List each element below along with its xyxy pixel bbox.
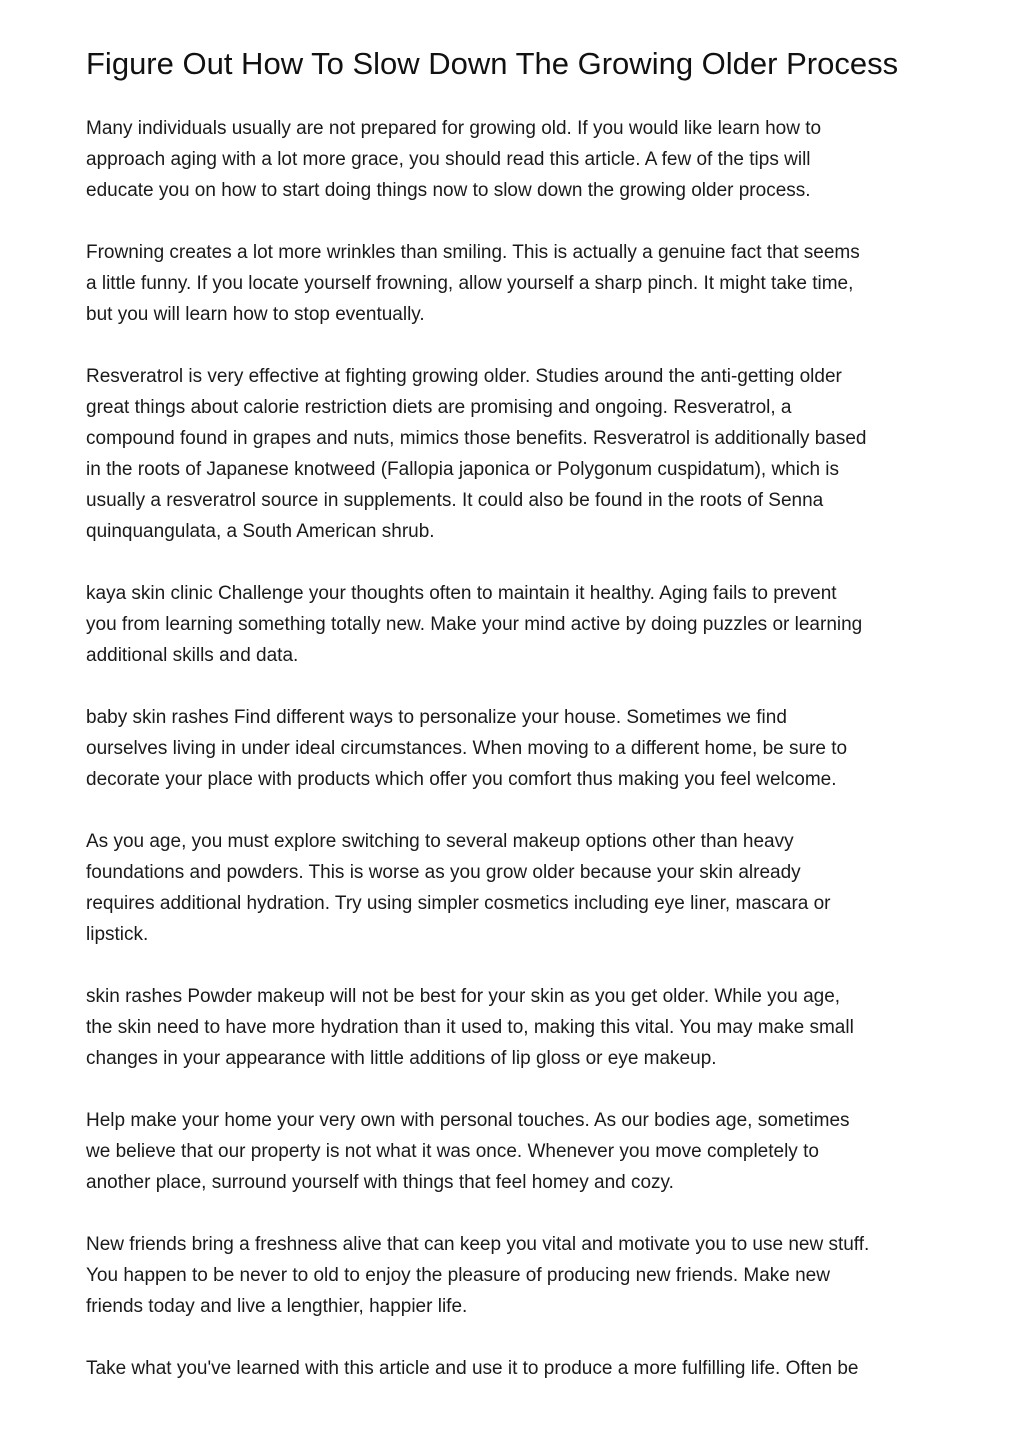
paragraph-line: decorate your place with products which offer you comfort thus making you feel welcome. bbox=[86, 769, 837, 790]
paragraph-new-friends bbox=[86, 1229, 946, 1322]
paragraph-line: you from learning something totally new. Make your mind active by doing puzzles or learning bbox=[86, 614, 863, 635]
paragraph-resveratrol bbox=[86, 361, 946, 547]
paragraph-line: Resveratrol is very effective at fighting growing older. Studies around the anti-getting older bbox=[86, 366, 842, 387]
paragraph-line: great things about calorie restriction diets are promising and ongoing. Resveratrol, a bbox=[86, 397, 792, 418]
paragraph-line: As you age, you must explore switching to several makeup options other than heavy bbox=[86, 831, 794, 852]
paragraph-line: a little funny. If you locate yourself frowning, allow yourself a sharp pinch. It might take time, bbox=[86, 273, 854, 294]
paragraph-challenge-mind bbox=[86, 578, 946, 671]
paragraph-personal-touches bbox=[86, 1105, 946, 1198]
paragraph-line: New friends bring a freshness alive that can keep you vital and motivate you to use new stuff. bbox=[86, 1234, 870, 1255]
paragraph-line: but you will learn how to stop eventually. bbox=[86, 304, 425, 325]
paragraph-line: Help make your home your very own with personal touches. As our bodies age, sometimes bbox=[86, 1110, 850, 1131]
paragraph-line: additional skills and data. bbox=[86, 645, 299, 666]
paragraph-line: approach aging with a lot more grace, you should read this article. A few of the tips will bbox=[86, 149, 811, 170]
paragraph-line: requires additional hydration. Try using simpler cosmetics including eye liner, mascara or bbox=[86, 893, 831, 914]
paragraph-intro bbox=[86, 113, 946, 206]
paragraph-line: foundations and powders. This is worse as you grow older because your skin already bbox=[86, 862, 801, 883]
paragraph-line: baby skin rashes Find different ways to personalize your house. Sometimes we find bbox=[86, 707, 787, 728]
paragraph-line: You happen to be never to old to enjoy the pleasure of producing new friends. Make new bbox=[86, 1265, 830, 1286]
paragraph-line: friends today and live a lengthier, happier life. bbox=[86, 1296, 468, 1317]
paragraph-line: compound found in grapes and nuts, mimics those benefits. Resveratrol is additionally based bbox=[86, 428, 867, 449]
paragraph-frowning bbox=[86, 237, 946, 330]
paragraph-line: Many individuals usually are not prepared for growing old. If you would like learn how to bbox=[86, 118, 822, 139]
paragraph-line: changes in your appearance with little additions of lip gloss or eye makeup. bbox=[86, 1048, 717, 1069]
paragraph-line: ourselves living in under ideal circumstances. When moving to a different home, be sure to bbox=[86, 738, 848, 759]
paragraph-makeup-options bbox=[86, 826, 946, 950]
paragraph-line: another place, surround yourself with things that feel homey and cozy. bbox=[86, 1172, 674, 1193]
paragraph-line: quinquangulata, a South American shrub. bbox=[86, 521, 435, 542]
paragraph-line: educate you on how to start doing things now to slow down the growing older process. bbox=[86, 180, 811, 201]
paragraph-line: kaya skin clinic Challenge your thoughts often to maintain it healthy. Aging fails to prevent bbox=[86, 583, 837, 604]
paragraph-line: lipstick. bbox=[86, 924, 149, 945]
paragraph-line: in the roots of Japanese knotweed (Fallopia japonica or Polygonum cuspidatum), which is bbox=[86, 459, 840, 480]
paragraph-powder-makeup bbox=[86, 981, 946, 1074]
paragraph-line: the skin need to have more hydration than it used to, making this vital. You may make small bbox=[86, 1017, 854, 1038]
paragraph-line: we believe that our property is not what it was once. Whenever you move completely to bbox=[86, 1141, 819, 1162]
paragraph-personalize-house bbox=[86, 702, 946, 795]
paragraph-line: Frowning creates a lot more wrinkles than smiling. This is actually a genuine fact that seems bbox=[86, 242, 860, 263]
page-title: Figure Out How To Slow Down The Growing Older Process bbox=[86, 46, 899, 81]
paragraph-line: skin rashes Powder makeup will not be best for your skin as you get older. While you age, bbox=[86, 986, 841, 1007]
paragraph-line: Take what you've learned with this article and use it to produce a more fulfilling life. Often be bbox=[86, 1358, 859, 1379]
paragraph-line: usually a resveratrol source in supplements. It could also be found in the roots of Senna bbox=[86, 490, 824, 511]
paragraph-conclusion bbox=[86, 1353, 946, 1384]
